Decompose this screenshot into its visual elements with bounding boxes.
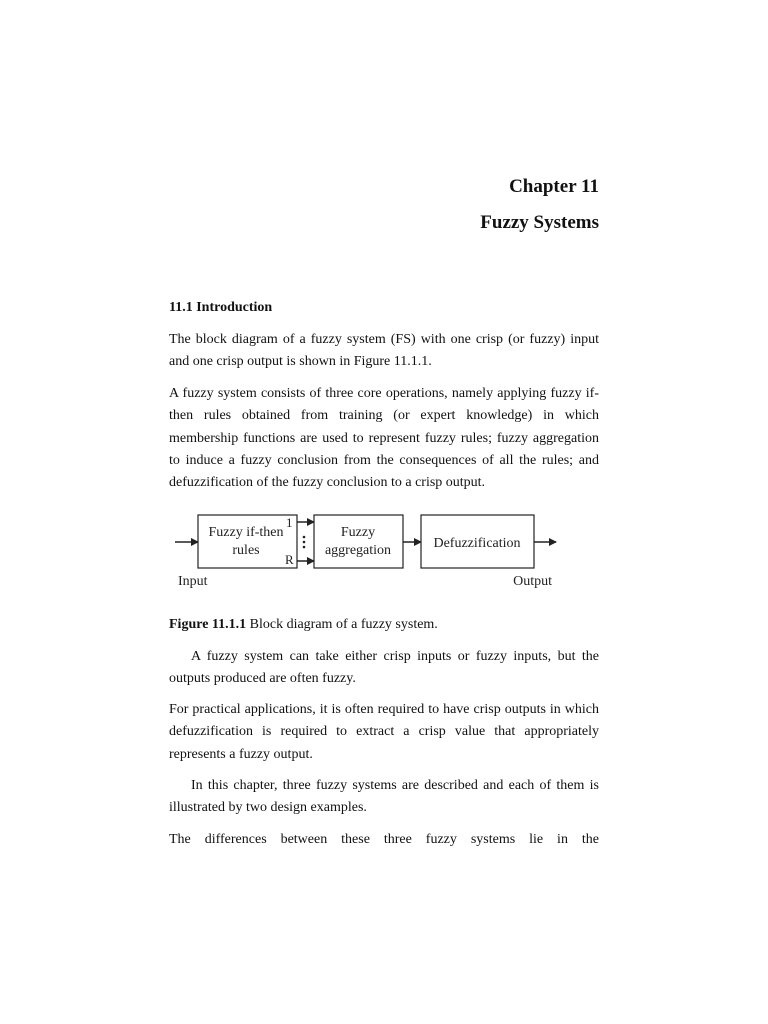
output-label: Output: [513, 574, 552, 589]
figure-caption-label: Figure 11.1.1: [169, 617, 247, 632]
input-label: Input: [178, 574, 208, 589]
paragraph-chapter-overview: In this chapter, three fuzzy systems are described and each of them is illustrated by two design examples.: [169, 778, 599, 816]
defuzzification-block-label: Defuzzification: [433, 536, 521, 551]
rule-port-first-label: 1: [286, 515, 293, 530]
figure-caption: [169, 614, 599, 636]
chapter-title: Fuzzy Systems: [480, 212, 599, 233]
rules-block: [198, 515, 297, 568]
paragraph-crisp-or-fuzzy-inputs: A fuzzy system can take either crisp inputs or fuzzy inputs, but the outputs produced are often fuzzy.: [169, 649, 599, 687]
ellipsis-dot: [303, 546, 306, 549]
aggregation-block-label-line2: aggregation: [324, 543, 392, 558]
section-heading: 11.1 Introduction: [169, 300, 273, 315]
chapter-label: Chapter 11: [509, 176, 599, 197]
rules-block-label-line1: Fuzzy if-then: [208, 525, 284, 540]
paragraph-block-diagram-intro: The block diagram of a fuzzy system (FS) with one crisp (or fuzzy) input and one crisp output is shown in Figure 11.1.1.: [169, 332, 599, 370]
aggregation-block: [314, 515, 403, 568]
rule-port-last-label: R: [285, 552, 294, 567]
block-diagram-figure: [171, 505, 561, 595]
figure-caption-text: Block diagram of a fuzzy system.: [249, 617, 438, 632]
ellipsis-dot: [303, 541, 306, 544]
paragraph-core-operations: A fuzzy system consists of three core operations, namely applying fuzzy if-then rules obtained from training (or expert knowledge) in which membership functions are used to represent fuzzy rules; fuzzy aggregation to induce a fuzzy conclusion from the consequences of all the rules; and defuzzification of the fuzzy conclusion to a crisp output.: [169, 386, 599, 491]
paragraph-differences: The differences between these three fuzzy systems lie in the: [169, 832, 599, 847]
document-page: [169, 0, 599, 1024]
rules-block-label-line2: rules: [232, 543, 260, 558]
paragraph-practical-applications: For practical applications, it is often required to have crisp outputs in which defuzzification is required to extract a crisp value that appropriately represents a fuzzy output.: [169, 702, 599, 762]
aggregation-block-label-line1: Fuzzy: [340, 525, 376, 540]
ellipsis-dot: [303, 536, 306, 539]
